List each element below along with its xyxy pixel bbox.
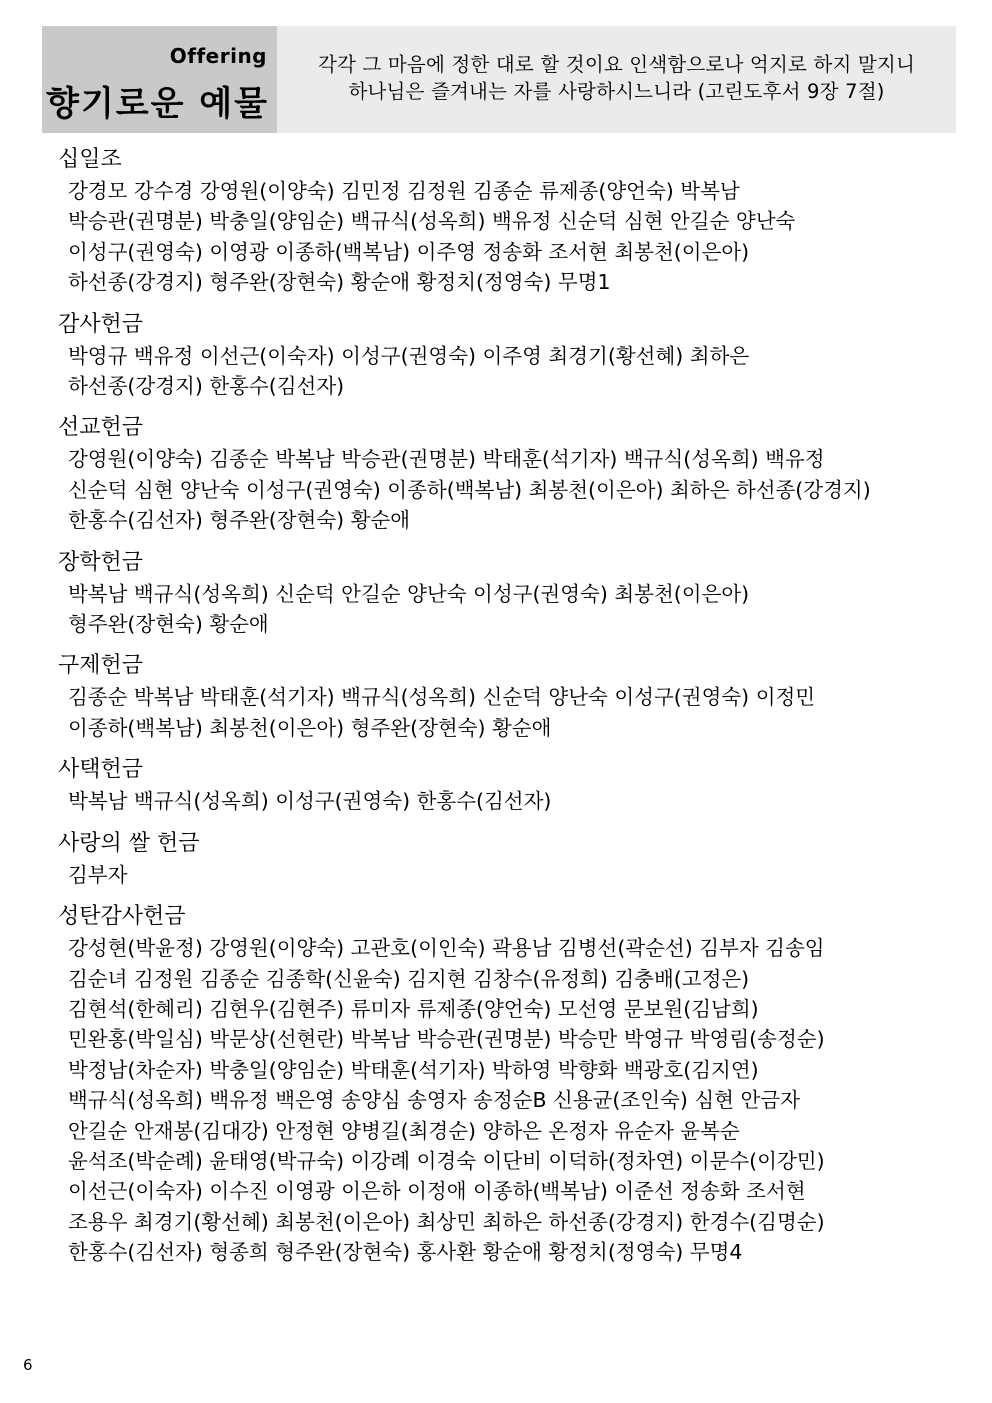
donor-names-line: 박복남 백규식(성옥희) 이성구(권영숙) 한홍수(김선자) — [68, 789, 552, 814]
donor-names-line: 민완홍(박일심) 박문상(선현란) 박복남 박승관(권명분) 박승만 박영규 박영림(송정순) — [68, 1027, 825, 1052]
section-gap — [58, 298, 958, 307]
section-title: 십일조 — [58, 147, 122, 172]
offering-section — [58, 547, 958, 640]
donor-names-line: 신순덕 심현 양난숙 이성구(권영숙) 이종하(백복남) 최봉천(이은아) 최하은 하선종(강경지) — [68, 477, 871, 502]
offering-section — [58, 412, 958, 535]
donor-names-line: 백규식(성옥희) 백유정 백은영 송양심 송영자 송정순B 신용균(조인숙) 심현 안금자 — [68, 1088, 800, 1113]
section-gap — [58, 639, 958, 648]
section-title: 사택헌금 — [58, 757, 144, 783]
section-title: 장학헌금 — [58, 549, 144, 575]
section-gap — [58, 536, 958, 545]
korean-title: 향기로운 예물 — [46, 84, 269, 124]
verse-line-2: 하나님은 즐겨내는 자를 사랑하시느니라 (고린도후서 9장 7절) — [348, 79, 885, 103]
donor-names-line: 조용우 최경기(황선혜) 최봉천(이은아) 최상민 최하은 하선종(강경지) 한경수(김명순) — [68, 1209, 825, 1234]
section-title: 감사헌금 — [58, 311, 144, 337]
donor-names-line: 강경모 강수경 강영원(이양숙) 김민정 김정원 김종순 류제종(양언숙) 박복남 — [68, 179, 740, 203]
section-title: 선교헌금 — [58, 415, 144, 441]
donor-names-line: 김현석(한혜리) 김현우(김현주) 류미자 류제종(양언숙) 모선영 문보원(김남희) — [68, 996, 759, 1021]
offering-section — [58, 901, 958, 1267]
section-title: 구제헌금 — [58, 653, 144, 679]
section-gap — [58, 743, 958, 752]
donor-names-line: 이성구(권영숙) 이영광 이종하(백복남) 이주영 정송화 조서현 최봉천(이은아) — [68, 239, 750, 264]
verse-line-1: 각각 그 마음에 정한 대로 할 것이요 인색함으로나 억지로 하지 말지니 — [317, 52, 916, 76]
donor-names-line: 강성현(박윤정) 강영원(이양숙) 고관호(이인숙) 곽용남 김병선(곽순선) 김부자 김송임 — [68, 936, 825, 961]
donor-names-line: 형주완(장현숙) 황순애 — [68, 612, 269, 637]
section-gap — [58, 401, 958, 410]
donor-names-line: 박승관(권명분) 박충일(양임순) 백규식(성옥희) 백유정 신순덕 심현 안길순 양난숙 — [68, 209, 796, 234]
donor-names-line: 박복남 백규식(성옥희) 신순덕 안길순 양난숙 이성구(권영숙) 최봉천(이은아) — [68, 581, 750, 606]
donor-names-line: 박정남(차순자) 박충일(양임순) 박태훈(석기자) 박하영 박향화 백광호(김지연) — [68, 1057, 759, 1082]
offering-section — [58, 828, 958, 890]
donor-names-line: 윤석조(박순례) 윤태영(박규숙) 이강례 이경숙 이단비 이덕하(정차연) 이문수(이강민) — [68, 1148, 825, 1173]
section-gap — [58, 890, 958, 899]
offering-section — [58, 144, 958, 298]
section-title: 성탄감사헌금 — [58, 904, 186, 930]
donor-names-line: 김부자 — [68, 862, 128, 887]
title-box — [42, 26, 277, 133]
donor-names-line: 김순녀 김정원 김종순 김종학(신윤숙) 김지현 김창수(유정희) 김충배(고정은) — [68, 966, 750, 991]
offering-list — [58, 142, 958, 1268]
donor-names-line: 하선종(강경지) 형주완(장현숙) 황순애 황정치(정영숙) 무명1 — [68, 270, 611, 295]
offering-section — [58, 754, 958, 816]
bible-verse — [277, 26, 956, 133]
donor-names-line: 한홍수(김선자) 형주완(장현숙) 황순애 — [68, 508, 411, 533]
donor-names-line: 하선종(강경지) 한홍수(김선자) — [68, 374, 345, 399]
donor-names-line: 김종순 박복남 박태훈(석기자) 백규식(성옥희) 신순덕 양난숙 이성구(권영숙) 이정민 — [68, 685, 816, 710]
section-gap — [58, 817, 958, 826]
english-title: Offering — [169, 44, 267, 68]
donor-names-line: 한홍수(김선자) 형종희 형주완(장현숙) 홍사환 황순애 황정치(정영숙) 무명4 — [68, 1240, 743, 1265]
offering-section — [58, 309, 958, 402]
donor-names-line: 이선근(이숙자) 이수진 이영광 이은하 이정애 이종하(백복남) 이준선 정송화 조서현 — [68, 1179, 806, 1204]
donor-names-line: 강영원(이양숙) 김종순 박복남 박승관(권명분) 박태훈(석기자) 백규식(성옥희) 백유정 — [68, 447, 825, 472]
donor-names-line: 이종하(백복남) 최봉천(이은아) 형주완(장현숙) 황순애 — [68, 715, 552, 740]
page-number: 6 — [23, 1356, 33, 1374]
offering-section — [58, 650, 958, 743]
donor-names-line: 안길순 안재봉(김대강) 안정현 양병길(최경순) 양하은 온정자 유순자 윤복순 — [68, 1118, 740, 1143]
donor-names-line: 박영규 백유정 이선근(이숙자) 이성구(권영숙) 이주영 최경기(황선혜) 최하은 — [68, 343, 750, 368]
offering-header — [42, 26, 956, 133]
section-title: 사랑의 쌀 헌금 — [58, 830, 200, 856]
